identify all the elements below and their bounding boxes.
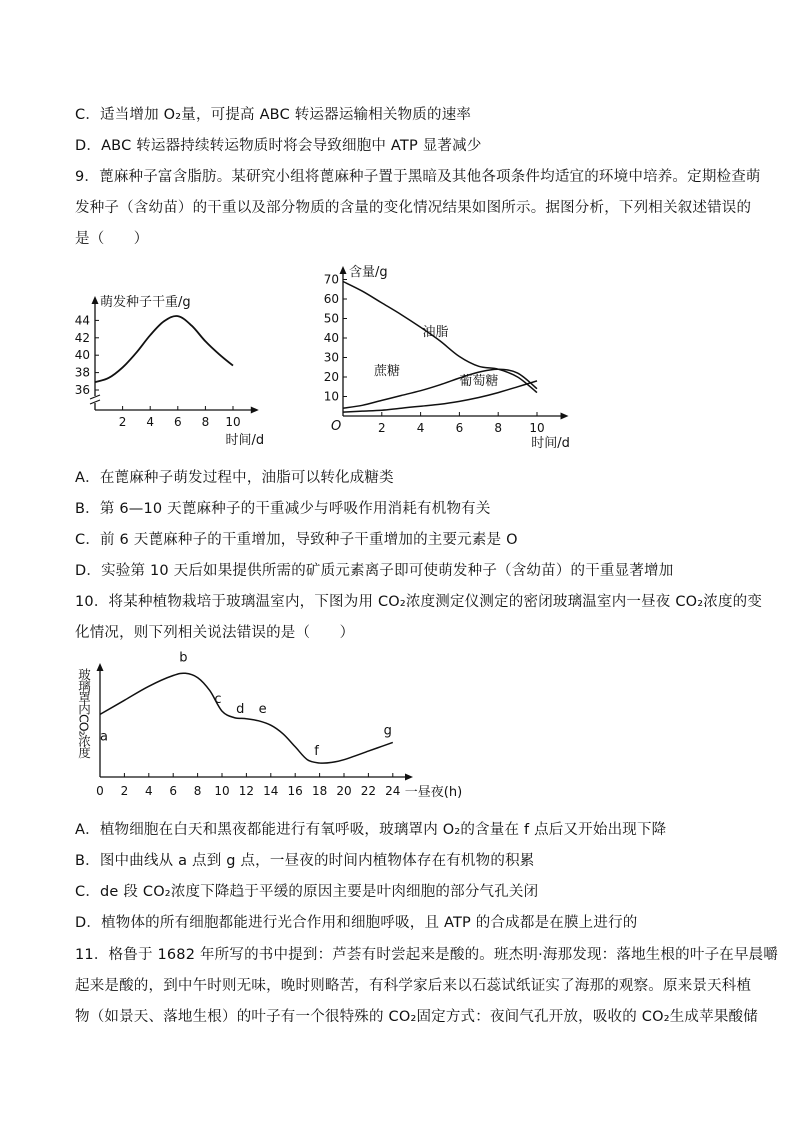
q10-stem-line2: 化情况，则下列相关说法错误的是（ ） xyxy=(75,625,355,641)
point-label-f: f xyxy=(314,743,319,759)
x-tick-label: 2 xyxy=(118,415,127,429)
x-axis-arrow xyxy=(251,407,259,414)
x-tick-label: 10 xyxy=(529,421,545,435)
oil-curve-label: 油脂 xyxy=(422,325,449,341)
x-tick-label: 6 xyxy=(455,421,464,435)
co2-chart xyxy=(70,650,470,810)
x-axis-label: 一昼夜(h) xyxy=(404,785,463,800)
x-tick-label: 0 xyxy=(96,784,104,798)
y-tick-label: 40 xyxy=(323,331,339,345)
point-label-c: c xyxy=(214,692,222,708)
y-tick-label: 30 xyxy=(323,350,339,365)
y-tick-label: 44 xyxy=(74,313,90,328)
x-axis-label: 时间/d xyxy=(225,433,265,448)
q10-stem-line1: 10．将某种植物栽培于玻璃温室内，下图为用 CO₂浓度测定仪测定的密闭玻璃温室内一昼夜 CO₂浓度的变 xyxy=(75,594,763,610)
x-tick-label: 10 xyxy=(214,784,230,798)
x-tick-label: 6 xyxy=(173,415,182,429)
x-tick-label: 8 xyxy=(193,784,202,798)
y-tick-label: 20 xyxy=(323,370,339,384)
x-tick-label: 22 xyxy=(360,784,377,798)
y-tick-label: 40 xyxy=(74,348,90,363)
origin-label: O xyxy=(331,419,342,434)
y-tick-label: 50 xyxy=(323,311,339,326)
dry-weight-curve xyxy=(95,316,233,382)
co2-curve xyxy=(100,673,393,763)
y-axis-arrow xyxy=(97,663,104,671)
y-axis-arrow xyxy=(92,296,99,304)
x-axis-arrow xyxy=(405,774,413,781)
x-tick-label: 6 xyxy=(169,784,178,798)
y-tick-label: 36 xyxy=(74,383,90,397)
q9-option-c: C．前 6 天蓖麻种子的干重增加，导致种子干重增加的主要元素是 O xyxy=(75,532,518,548)
y-tick-label: 38 xyxy=(74,365,90,380)
y-axis-label: 玻璃罩内CO₂浓度 xyxy=(76,668,92,758)
y-axis-arrow xyxy=(340,266,347,274)
content-chart xyxy=(318,258,583,453)
q9-option-d: D．实验第 10 天后如果提供所需的矿质元素离子即可使萌发种子（含幼苗）的干重显著增加 xyxy=(75,563,674,579)
x-tick-label: 4 xyxy=(146,415,155,429)
x-tick-label: 24 xyxy=(385,784,401,798)
dry-weight-chart xyxy=(74,282,278,452)
x-axis-arrow xyxy=(561,413,569,420)
x-tick-label: 18 xyxy=(311,784,328,798)
q8-option-c: C．适当增加 O₂量，可提高 ABC 转运器运输相关物质的速率 xyxy=(75,107,472,123)
q11-line3: 物（如景天、落地生根）的叶子有一个很特殊的 CO₂固定方式：夜间气孔开放，吸收的 CO₂生成苹果酸储 xyxy=(75,1009,758,1025)
q8-option-d: D．ABC 转运器持续转运物质时将会导致细胞中 ATP 显著减少 xyxy=(75,138,482,154)
q10-option-b: B．图中曲线从 a 点到 g 点，一昼夜的时间内植物体存在有机物的积累 xyxy=(75,853,535,869)
x-tick-label: 2 xyxy=(377,421,386,435)
q10-option-c: C．de 段 CO₂浓度下降趋于平缓的原因主要是叶肉细胞的部分气孔关闭 xyxy=(75,884,539,900)
point-label-g: g xyxy=(383,723,392,739)
y-tick-label: 42 xyxy=(74,330,90,345)
glucose-curve-label: 葡萄糖 xyxy=(459,373,499,389)
point-label-d: d xyxy=(236,702,245,718)
y-tick-label: 60 xyxy=(323,292,339,306)
q10-option-a: A．植物细胞在白天和黑夜都能进行有氧呼吸，玻璃罩内 O₂的含量在 f 点后又开始出现下降 xyxy=(75,822,667,838)
point-label-a: a xyxy=(100,729,108,745)
x-tick-label: 8 xyxy=(201,415,210,429)
x-tick-label: 10 xyxy=(225,415,241,429)
x-tick-label: 14 xyxy=(263,784,279,798)
point-label-e: e xyxy=(258,701,267,717)
q11-line2: 起来是酸的，到中午时则无味，晚时则略苦，有科学家后来以石蕊试纸证实了海那的观察。原来景天科植 xyxy=(75,978,752,994)
q9-stem-line2: 发种子（含幼苗）的干重以及部分物质的含量的变化情况结果如图所示。据图分析，下列相关叙述错误的 xyxy=(75,200,752,216)
x-tick-label: 2 xyxy=(120,784,129,798)
q10-option-d: D．植物体的所有细胞都能进行光合作用和细胞呼吸，且 ATP 的合成都是在膜上进行的 xyxy=(75,915,638,931)
q9-option-b: B．第 6—10 天蓖麻种子的干重减少与呼吸作用消耗有机物有关 xyxy=(75,501,491,517)
q9-stem-line3: 是（ ） xyxy=(75,231,149,247)
y-tick-label: 10 xyxy=(323,389,339,404)
x-tick-label: 4 xyxy=(416,421,425,435)
x-tick-label: 4 xyxy=(144,784,153,798)
x-axis-label: 时间/d xyxy=(531,436,570,451)
q11-line1: 11．格鲁于 1682 年所写的书中提到：芦荟有时尝起来是酸的。班杰明·海那发现：落地生根的叶子在早晨嚼 xyxy=(75,947,779,963)
y-axis-label: 萌发种子干重/g xyxy=(100,295,191,310)
x-tick-label: 8 xyxy=(494,421,503,435)
point-label-b: b xyxy=(179,650,188,666)
x-tick-label: 16 xyxy=(287,784,303,798)
sucrose-curve xyxy=(343,369,537,408)
x-tick-label: 20 xyxy=(336,784,352,798)
sucrose-curve-label: 蔗糖 xyxy=(374,364,401,380)
y-axis-label: 含量/g xyxy=(349,265,388,280)
x-tick-label: 12 xyxy=(238,784,255,798)
q9-option-a: A．在蓖麻种子萌发过程中，油脂可以转化成糖类 xyxy=(75,470,394,486)
y-tick-label: 70 xyxy=(323,272,339,287)
q9-stem-line1: 9．蓖麻种子富含脂肪。某研究小组将蓖麻种子置于黑暗及其他各项条件均适宜的环境中培养。定期检查萌 xyxy=(75,169,761,185)
